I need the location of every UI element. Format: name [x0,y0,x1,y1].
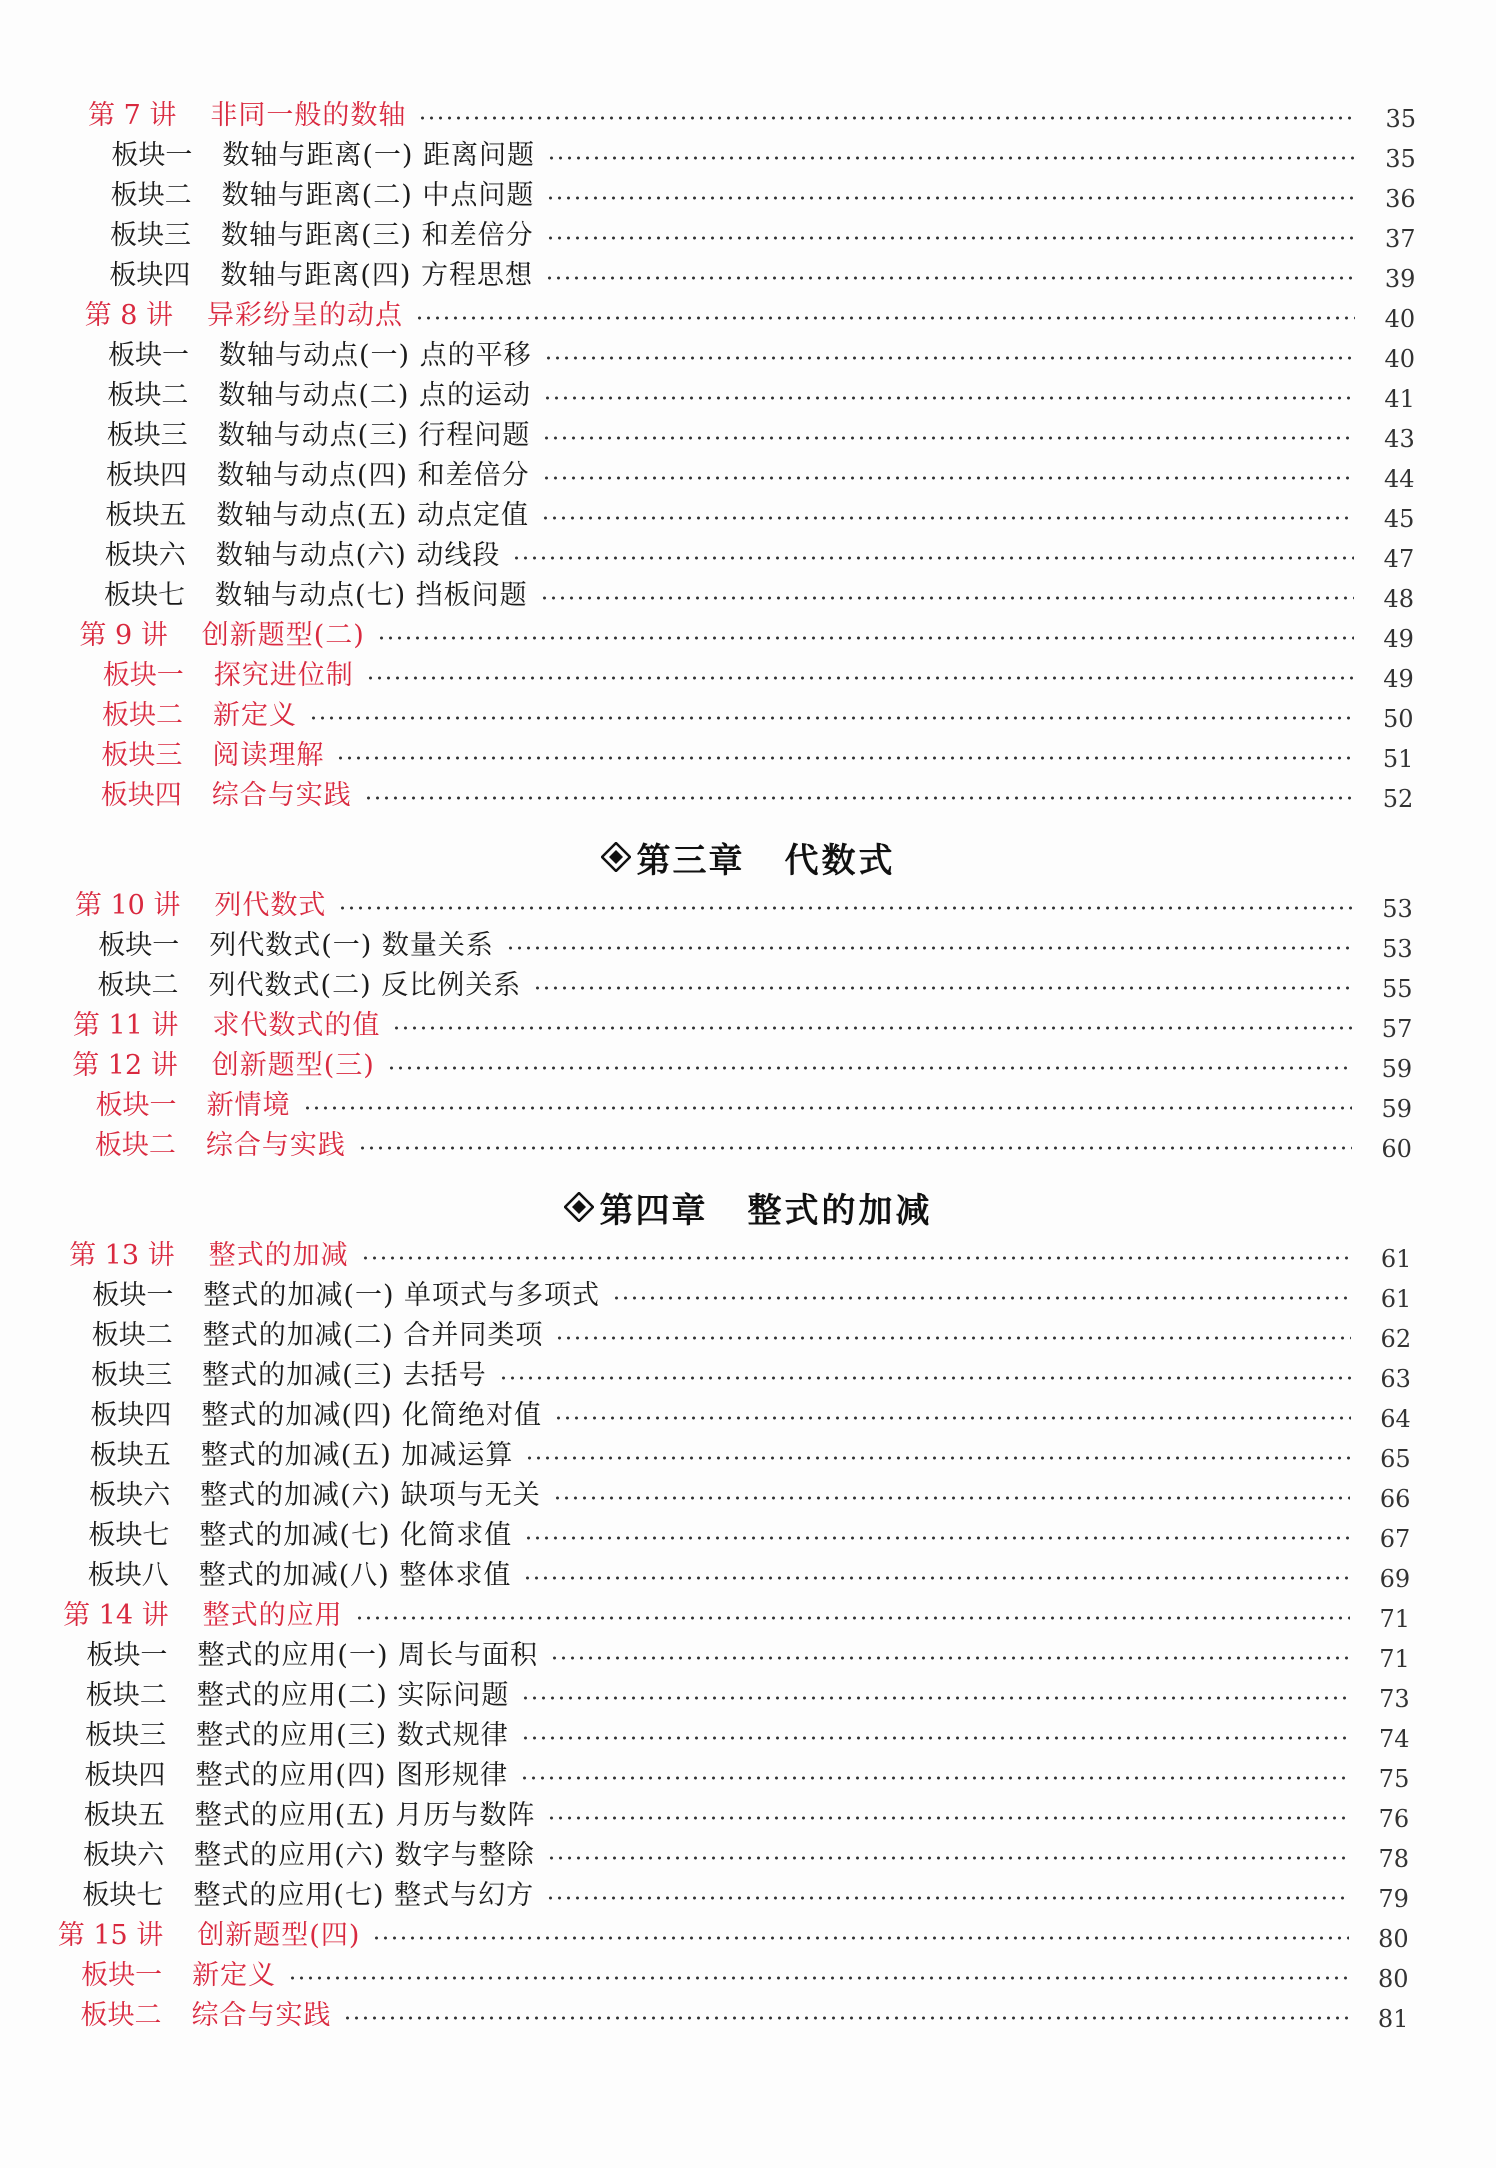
toc-section-entry[interactable] [83,1835,1409,1875]
section-title: 列代数式(一) 数量关系 [209,929,494,961]
dot-leader [547,1855,1349,1861]
dot-leader [499,1375,1351,1381]
toc-section-entry[interactable] [92,1275,1411,1315]
toc-lecture-entry[interactable] [73,1005,1412,1045]
section-label: 板块五 [89,1439,171,1471]
toc-section-entry[interactable] [109,255,1415,295]
section-label: 板块三 [106,419,188,451]
section-label: 板块四 [106,459,188,491]
page-number: 75 [1378,1765,1410,1793]
dot-leader [355,1615,1350,1621]
toc-section-entry[interactable] [81,1955,1408,1995]
section-title: 综合与实践 [191,1999,332,2031]
dot-leader [547,1815,1349,1821]
dot-leader [521,1695,1349,1701]
page-number: 39 [1384,265,1416,293]
dot-leader [544,355,1355,361]
lecture-title: 异彩纷呈的动点 [207,299,404,331]
section-title: 整式的应用(四) 图形规律 [195,1759,509,1791]
dot-leader [546,235,1356,241]
toc-section-entry[interactable] [105,535,1415,575]
section-title: 综合与实践 [211,779,352,811]
lecture-label: 第 8 讲 [84,299,174,331]
dot-leader [358,1145,1352,1151]
lecture-title: 整式的应用 [202,1599,343,1631]
lecture-title: 创新题型(四) [197,1919,361,1951]
page-number: 79 [1378,1885,1409,1913]
section-label: 板块一 [102,659,184,691]
section-title: 整式的加减(八) 整体求值 [198,1559,512,1591]
dot-leader [547,155,1356,161]
section-label: 板块二 [107,379,189,411]
toc-section-entry[interactable] [98,965,1413,1005]
section-label: 板块八 [87,1559,169,1591]
page-number: 61 [1380,1245,1412,1273]
page-number: 69 [1379,1565,1411,1593]
section-label: 板块二 [80,1999,162,2031]
page-number: 45 [1383,505,1415,533]
lecture-label: 第 14 讲 [63,1599,169,1631]
toc-section-entry[interactable] [101,775,1414,815]
page-number: 61 [1380,1285,1412,1313]
toc-section-entry[interactable] [90,1435,1411,1475]
page-number: 49 [1383,665,1414,693]
toc-lecture-entry[interactable] [72,1045,1412,1085]
page-number: 41 [1384,385,1415,413]
section-label: 板块三 [110,219,191,251]
section-label: 板块五 [105,499,187,531]
section-title: 整式的应用(六) 数字与整除 [194,1839,535,1871]
toc-section-entry[interactable] [111,135,1416,175]
toc-lecture-entry[interactable] [88,95,1416,135]
lecture-title: 求代数式的值 [212,1009,381,1041]
dot-leader [387,1065,1352,1071]
page-number: 43 [1384,425,1415,453]
page-number: 53 [1382,895,1413,923]
section-label: 板块二 [110,179,192,211]
section-title: 整式的加减(四) 化简绝对值 [201,1399,543,1431]
toc-section-entry[interactable] [86,1675,1410,1715]
page-number: 73 [1379,1685,1410,1713]
toc-lecture-entry[interactable] [63,1595,1410,1635]
dot-leader [521,1735,1350,1741]
section-label: 板块五 [83,1799,165,1831]
section-title: 数轴与动点(四) 和差倍分 [217,459,530,491]
section-label: 板块三 [101,739,183,771]
page-number: 51 [1382,745,1414,773]
page-number: 60 [1381,1135,1412,1163]
page-number: 80 [1378,1925,1409,1953]
lecture-title: 非同一般的数轴 [210,99,407,131]
page-number: 65 [1380,1445,1411,1473]
section-title: 整式的加减(三) 去括号 [202,1359,487,1391]
section-label: 板块二 [85,1679,167,1711]
toc-section-entry[interactable] [111,175,1416,215]
page-number: 63 [1380,1365,1411,1393]
toc-section-entry[interactable] [102,695,1414,735]
page-number: 55 [1381,975,1413,1003]
toc-section-entry[interactable] [105,495,1414,535]
section-title: 数轴与动点(七) 挡板问题 [215,579,528,611]
dot-leader [546,195,1355,201]
dot-leader [520,1775,1349,1781]
dot-leader [554,1415,1351,1421]
section-title: 整式的加减(二) 合并同类项 [202,1319,544,1351]
toc-section-entry[interactable] [85,1715,1409,1755]
dot-leader [377,635,1354,641]
lecture-title: 创新题型(二) [201,619,365,651]
section-label: 板块三 [85,1719,167,1751]
dot-leader [336,755,1353,761]
dot-leader [546,1895,1349,1901]
chapter-number: 第三章 [636,840,745,881]
section-title: 整式的应用(二) 实际问题 [196,1679,510,1711]
page-number: 49 [1383,625,1414,653]
section-label: 板块三 [91,1359,173,1391]
page-number: 36 [1385,185,1416,213]
section-title: 列代数式(二) 反比例关系 [208,969,522,1001]
dot-leader [303,1105,1352,1111]
dot-leader [553,1495,1351,1501]
section-title: 新定义 [192,1959,277,1991]
toc-section-entry[interactable] [84,1755,1409,1795]
toc-lecture-entry[interactable] [75,885,1413,925]
page-number: 35 [1385,105,1416,133]
dot-leader [533,985,1352,991]
page-number: 78 [1378,1845,1410,1873]
dot-leader [512,555,1354,561]
dot-leader [612,1295,1351,1301]
section-title: 整式的加减(一) 单项式与多项式 [203,1279,601,1311]
lecture-label: 第 12 讲 [72,1049,178,1081]
chapter-heading [0,827,1496,887]
dot-leader [343,2015,1348,2021]
page-number: 40 [1384,305,1416,333]
page-number: 74 [1378,1725,1410,1753]
chapter-title: 代数式 [784,840,896,881]
section-label: 板块六 [104,539,186,571]
page-number: 37 [1384,225,1416,253]
section-title: 新定义 [213,699,298,731]
dot-leader [364,795,1354,801]
toc-section-entry[interactable] [80,1995,1408,2035]
lecture-label: 第 10 讲 [74,889,181,921]
page-number: 62 [1380,1325,1412,1353]
section-title: 整式的应用(三) 数式规律 [196,1719,509,1751]
section-title: 数轴与动点(一) 点的平移 [219,339,532,371]
section-title: 整式的应用(七) 整式与幻方 [193,1879,535,1911]
dot-leader [542,475,1355,481]
toc-lecture-entry[interactable] [79,615,1414,655]
page-number: 80 [1377,1965,1409,1993]
toc-lecture-entry[interactable] [85,295,1416,335]
toc-section-entry[interactable] [84,1795,1409,1835]
section-title: 数轴与距离(三) 和差倍分 [221,219,534,251]
section-label: 板块一 [108,339,190,371]
dot-leader [338,905,1352,911]
section-title: 数轴与动点(三) 行程问题 [217,419,531,451]
toc-section-entry[interactable] [86,1635,1409,1675]
dot-leader [309,715,1354,721]
page-number: 81 [1377,2005,1409,2033]
dot-leader [540,595,1354,601]
section-label: 板块一 [81,1959,163,1991]
section-label: 板块七 [104,579,186,611]
toc-section-entry[interactable] [101,735,1413,775]
section-label: 板块七 [82,1879,164,1911]
dot-leader [545,275,1355,281]
dot-leader [372,1935,1348,1941]
section-label: 板块二 [102,699,184,731]
section-title: 综合与实践 [205,1129,346,1161]
toc-section-entry[interactable] [103,655,1414,695]
toc-section-entry[interactable] [96,1085,1412,1125]
toc-section-entry[interactable] [98,925,1412,965]
toc-lecture-entry[interactable] [69,1235,1411,1275]
page-number: 57 [1381,1015,1413,1043]
section-title: 整式的加减(七) 化简求值 [199,1519,513,1551]
page-number: 48 [1383,585,1415,613]
section-title: 数轴与距离(一) 距离问题 [222,139,535,171]
toc-section-entry[interactable] [108,335,1415,375]
lecture-title: 列代数式 [214,889,327,921]
page-number: 35 [1385,145,1416,173]
page-number: 50 [1383,705,1414,733]
section-title: 数轴与距离(四) 方程思想 [220,259,533,291]
lecture-title: 创新题型(三) [211,1049,375,1081]
section-title: 数轴与距离(二) 中点问题 [221,179,535,211]
page-number: 59 [1381,1055,1413,1083]
section-title: 阅读理解 [212,739,325,771]
section-title: 数轴与动点(二) 点的运动 [218,379,531,411]
chapter-heading [0,1177,1496,1237]
section-label: 板块二 [97,969,179,1001]
section-label: 板块四 [84,1759,166,1791]
lecture-label: 第 9 讲 [79,619,168,651]
chapter-diamond-icon [601,842,631,872]
section-label: 板块六 [89,1479,171,1511]
section-title: 数轴与动点(五) 动点定值 [216,499,530,531]
toc-section-entry[interactable] [107,375,1415,415]
dot-leader [525,1455,1350,1461]
lecture-label: 第 15 讲 [57,1919,164,1951]
section-label: 板块二 [94,1129,176,1161]
lecture-label: 第 11 讲 [72,1009,179,1041]
toc-lecture-entry[interactable] [58,1915,1409,1955]
lecture-label: 第 7 讲 [88,99,177,131]
section-title: 整式的应用(五) 月历与数阵 [194,1799,536,1831]
section-title: 探究进位制 [213,659,354,691]
section-label: 板块一 [92,1279,174,1311]
chapter-diamond-icon [564,1192,594,1222]
dot-leader [523,1575,1350,1581]
dot-leader [542,435,1354,441]
section-label: 板块七 [88,1519,170,1551]
section-title: 整式的加减(五) 加减运算 [200,1439,514,1471]
section-label: 板块四 [109,259,191,291]
page-number: 40 [1384,345,1416,373]
section-label: 板块一 [98,929,180,961]
section-label: 板块四 [100,779,182,811]
dot-leader [543,395,1355,401]
section-label: 板块四 [90,1399,172,1431]
page-number: 64 [1380,1405,1411,1433]
section-title: 数轴与动点(六) 动线段 [215,539,501,571]
page-number: 44 [1384,465,1415,493]
dot-leader [392,1025,1352,1031]
dot-leader [361,1255,1352,1261]
section-title: 整式的应用(一) 周长与面积 [197,1639,539,1671]
section-label: 板块一 [95,1089,177,1121]
dot-leader [506,945,1353,951]
toc-section-entry[interactable] [88,1515,1410,1555]
dot-leader [555,1335,1351,1341]
toc-section-entry[interactable] [95,1125,1412,1165]
page-number: 53 [1382,935,1413,963]
section-label: 板块六 [83,1839,165,1871]
page-number: 47 [1383,545,1415,573]
toc-section-entry[interactable] [106,455,1415,495]
lecture-label: 第 13 讲 [69,1239,175,1271]
dot-leader [366,675,1354,681]
dot-leader [541,515,1354,521]
section-label: 板块一 [86,1639,168,1671]
page-number: 71 [1379,1605,1410,1633]
page-number: 76 [1378,1805,1410,1833]
chapter-number: 第四章 [599,1190,708,1231]
toc-section-entry[interactable] [107,415,1415,455]
section-title: 新情境 [206,1089,291,1121]
toc-section-entry[interactable] [110,215,1416,255]
toc-section-entry[interactable] [88,1555,1410,1595]
toc-section-entry[interactable] [91,1355,1411,1395]
dot-leader [415,315,1355,321]
toc-section-entry[interactable] [89,1475,1410,1515]
dot-leader [524,1535,1350,1541]
page-number: 67 [1379,1525,1411,1553]
page-number: 59 [1381,1095,1413,1123]
dot-leader [550,1655,1350,1661]
dot-leader [288,1975,1348,1981]
section-label: 板块一 [111,139,193,171]
section-label: 板块二 [91,1319,173,1351]
dot-leader [418,115,1356,121]
toc-section-entry[interactable] [104,575,1414,615]
chapter-title: 整式的加减 [747,1190,933,1231]
toc-section-entry[interactable] [82,1875,1408,1915]
toc-section-entry[interactable] [90,1395,1410,1435]
page-number: 52 [1382,785,1414,813]
section-title: 整式的加减(六) 缺项与无关 [200,1479,541,1511]
page-number: 66 [1379,1485,1411,1513]
page-number: 71 [1379,1645,1410,1673]
toc-section-entry[interactable] [92,1315,1411,1355]
lecture-title: 整式的加减 [208,1239,349,1271]
